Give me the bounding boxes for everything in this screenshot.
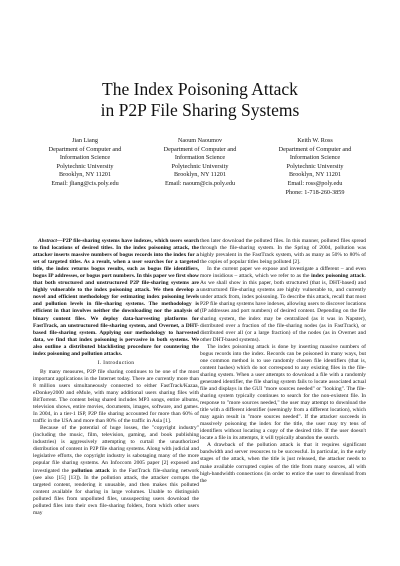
intro-paragraph-1: By many measures, P2P file sharing continues to be one of the most important applications in the Internet today. There are currently more than 8 million users simultaneously connected to either FastTrack/Kazaa, eDonkey2000 and eMule, with many additional users sharing files with BitTorrent. The content being shared includes MP3 songs, entire albums, television shows, entire movies, documents, images, software, and games. In 2004, in a tier-1 ISP, P2P file sharing accounted for more than 60% of traffic in the USA and more than 80% of the traffic in Asia [1].	[33, 368, 199, 425]
author-city: Brooklyn, NY 11201	[174, 171, 226, 179]
title-line-1: The Index Poisoning Attack	[102, 79, 298, 99]
right-paragraph-1: then later download the polluted files. In this manner, polluted files spread through the file-sharing system. In the Spring of 2004, pollution was highly prevalent in the FastTrack system, with as many as 50% to 80% of the copies of popular titles being polluted [2].	[200, 238, 366, 266]
abstract	[33, 238, 199, 358]
right-paragraph-2	[200, 266, 366, 344]
text-run: in the FastTrack file-sharing network (see also [15] [13]). In the pollution attack, the attacker corrupts the targeted content, rendering it unusable, and then makes this polluted content available for sharing in large volumes. Unable to distinguish polluted files from unpolluted files, unsuspecting users download the polluted files into their own file-sharing folders, from which other users may	[33, 467, 200, 516]
term-index-poisoning-attack: index poisoning attack	[311, 273, 365, 280]
author-dept: Department of Computer and	[48, 145, 122, 153]
author-email: Email: naoum@cis.poly.edu	[164, 179, 236, 187]
text-run: Because of the potential of huge losses, the "copyright industry" (including the music, film, television, gaming, and book publishing industries) is aggressively attempting to curtail the unauthorized distribution of content in P2P file sharing systems. Along with judicial and legislative efforts, the copyright industry is sabotaging many of the more popular file sharing systems. An Infoccom 2005 paper [2] exposed and investigated the	[33, 425, 199, 474]
intro-paragraph-2	[33, 425, 199, 517]
author-dept: Information Science	[174, 154, 226, 162]
author-dept: Department of Computer and	[163, 145, 237, 153]
text-run: . As we shall show in this paper, both structured (that is, DHT-based) and unstructured file-sharing systems are highly vulnerable to, and currently under attack from, index poisoning. To describe this attack, recall that most P2P file sharing systems have indexes, allowing users to discover locations (IP addresses and port numbers) of desired content. Depending on the file sharing system, the index may be centralized (as it was in Napster), distributed over a fraction of the file-sharing nodes (as in FastTrack), or distributed over all (or a large fraction) of the nodes (as in Overnet and other DHT-based systems).	[200, 273, 367, 343]
author-city: Brooklyn, NY 11201	[289, 171, 341, 179]
author-school: Polytechnic University	[286, 162, 344, 170]
author-city: Brooklyn, NY 11201	[59, 171, 111, 179]
author-1	[30, 137, 140, 197]
author-name: Jian Liang	[72, 137, 98, 144]
author-block	[30, 137, 370, 197]
author-dept: Information Science	[289, 154, 341, 162]
term-pollution-attack: pollution attack	[71, 467, 110, 474]
author-3	[260, 137, 370, 197]
author-email: Email: ross@poly.edu	[287, 179, 343, 187]
author-dept: Department of Computer and	[278, 145, 352, 153]
right-column	[200, 238, 366, 485]
paper-title	[0, 79, 400, 121]
right-paragraph-4: A drawback of the pollution attack is that it requires significant bandwidth and server resources to be successful. In particular, in the early stages of the attack, when the title is just released, the attacker needs to make available corrupted copies of the title from many sources, all with high-bandwidth connections (in order to entice the user to download from the	[200, 442, 366, 484]
author-dept: Information Science	[59, 154, 111, 162]
author-phone: Phone: 1-718-260-3859	[285, 188, 345, 196]
author-name: Keith W. Ross	[297, 137, 333, 144]
left-column	[33, 238, 199, 517]
abstract-label: Abstract	[38, 238, 57, 244]
title-line-2: in P2P File Sharing Systems	[100, 100, 300, 120]
text-run: In the current paper we expose and investigate a different – and even more insidious – attack, which we refer to as the	[200, 266, 366, 280]
section-heading: I. Introduction	[97, 359, 135, 366]
author-name: Naoum Naoumov	[177, 137, 223, 144]
abstract-paragraph	[33, 238, 199, 358]
author-school: Polytechnic University	[56, 162, 114, 170]
right-paragraph-3: The index poisoning attack is done by inserting massive numbers of bogus records into the index. Records can be poisoned in many ways, but one common method is to use randomly chosen file identifiers (that is, content hashes) which do not correspond to any existing files in the file-sharing system. When a user attempts to download a file with a randomly generated identifier, the file sharing system fails to locate associated actual file and displays in the GUI "more sources needed" or "looking". The file-sharing system typically continues to search for the non-existent file. In response to "more sources needed," the user may attempt to download the title with a different identifier (seemingly from a different location), which may again result in "more sources needed". If the attacker succeeds in massively poisoning the index for the title, the user may try tens of identifiers without locating a copy of the desired title. If the user doesn't locate a file in its attempts, it will typically abandon the search.	[200, 343, 366, 442]
author-school: Polytechnic University	[171, 162, 229, 170]
author-email: Email: jliang@cis.poly.edu	[51, 179, 119, 187]
author-2	[145, 137, 255, 197]
abstract-text: —P2P file-sharing systems have indexes, which users search to find locations of desired titles. In the index poisoning attack, the attacker inserts massive numbers of bogus records into the index for a set of targeted titles. As a result, when a user searches for a targeted title, the index returns bogus results, such as bogus file identifiers, bogus IP addresses, or bogus port numbers. In this paper we first show that both structured and unstructured P2P file-sharing systems are highly vulnerable to the index poisoning attack. We then develop a novel and efficient methodology for estimating index poisoning levels and pollution levels in file-sharing systems. The methodology is efficient in that involves neither the downloading nor the analysis of binary content files. We deploy data-harvesting platforms for FastTrack, an unstructured file-sharing system, and Overnet, a DHT-based file-sharing system. Applying our methodology to harvested data, we find that index poisoning is pervasive in both systems. We also outline a distributed blacklisting procedure for countering the index poisoning and pollution attacks.	[33, 238, 199, 357]
